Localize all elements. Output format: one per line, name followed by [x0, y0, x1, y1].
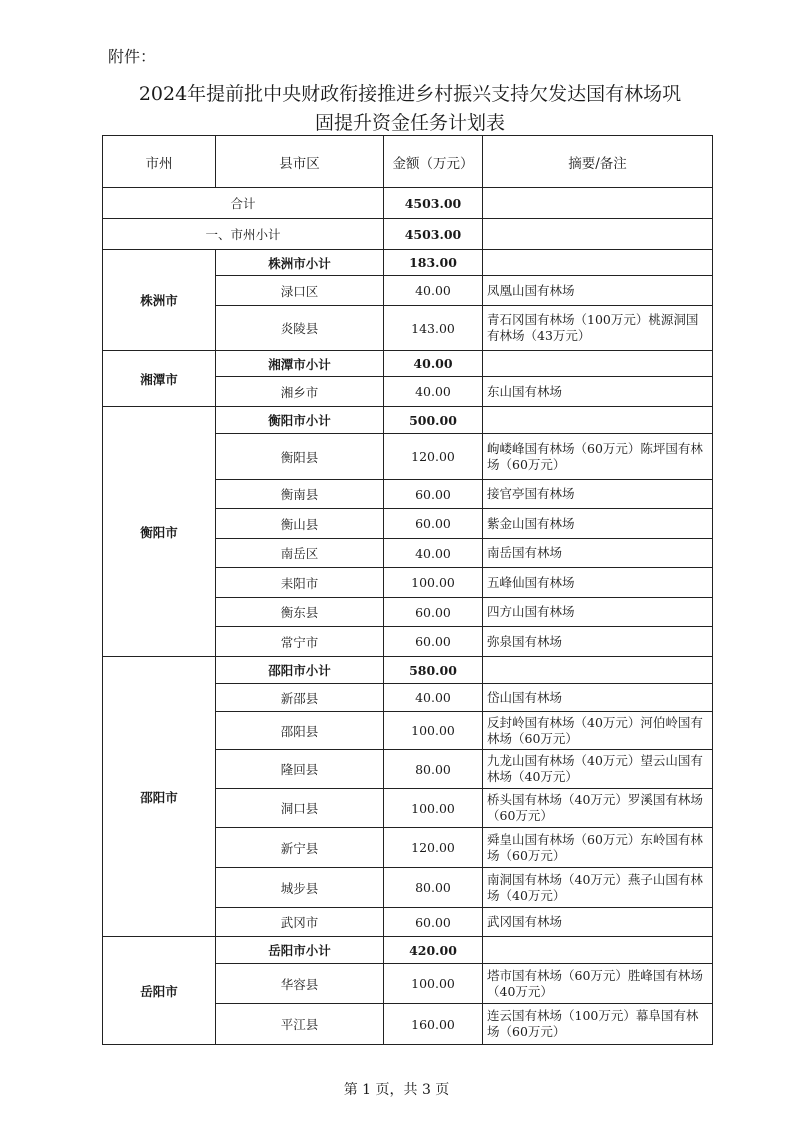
- title-line-2: 固提升资金任务计划表: [314, 112, 505, 134]
- county-name: 渌口区: [216, 276, 384, 306]
- city-subtotal-note: [483, 937, 713, 964]
- city-subtotal-row: [103, 351, 713, 377]
- county-name: 新宁县: [216, 828, 384, 868]
- city-subtotal-label: 衡阳市小计: [216, 407, 384, 434]
- city-subtotal-row: [103, 407, 713, 434]
- subtotal-all-note: [483, 219, 713, 250]
- county-note: 青石冈国有林场（100万元）桃源洞国有林场（43万元）: [483, 306, 713, 351]
- county-note: 四方山国有林场: [483, 598, 713, 627]
- county-note: 九龙山国有林场（40万元）望云山国有林场（40万元）: [483, 750, 713, 789]
- county-amount: 120.00: [384, 828, 483, 868]
- table-body: [103, 188, 713, 1045]
- county-name: 常宁市: [216, 627, 384, 657]
- county-name: 衡东县: [216, 598, 384, 627]
- county-note: 武冈国有林场: [483, 908, 713, 937]
- total-note: [483, 188, 713, 219]
- city-subtotal-row: [103, 657, 713, 684]
- city-subtotal-row: [103, 250, 713, 276]
- county-note: 桥头国有林场（40万元）罗溪国有林场（60万元）: [483, 789, 713, 828]
- city-name: 衡阳市: [103, 407, 216, 657]
- county-amount: 40.00: [384, 377, 483, 407]
- header-note: 摘要/备注: [483, 136, 713, 188]
- county-name: 耒阳市: [216, 568, 384, 598]
- city-subtotal-note: [483, 250, 713, 276]
- county-name: 南岳区: [216, 539, 384, 568]
- county-note: 塔市国有林场（60万元）胜峰国有林场（40万元）: [483, 964, 713, 1004]
- county-amount: 160.00: [384, 1004, 483, 1045]
- city-name: 湘潭市: [103, 351, 216, 407]
- total-amount: 4503.00: [384, 188, 483, 219]
- county-note: 南岳国有林场: [483, 539, 713, 568]
- subtotal-all-amount: 4503.00: [384, 219, 483, 250]
- county-amount: 100.00: [384, 712, 483, 750]
- county-note: 五峰仙国有林场: [483, 568, 713, 598]
- funding-plan-table: [102, 135, 713, 1045]
- county-note: 反封岭国有林场（40万元）河伯岭国有林场（60万元）: [483, 712, 713, 750]
- header-row: [103, 136, 713, 188]
- city-subtotal-amount: 500.00: [384, 407, 483, 434]
- page-footer: 第 1 页，共 3 页: [343, 1082, 450, 1098]
- county-amount: 120.00: [384, 434, 483, 480]
- total-label: 合计: [103, 188, 384, 219]
- county-amount: 40.00: [384, 684, 483, 712]
- county-amount: 80.00: [384, 750, 483, 789]
- city-subtotal-note: [483, 407, 713, 434]
- city-subtotal-amount: 40.00: [384, 351, 483, 377]
- county-name: 衡南县: [216, 480, 384, 509]
- county-name: 武冈市: [216, 908, 384, 937]
- city-subtotal-amount: 420.00: [384, 937, 483, 964]
- county-name: 华容县: [216, 964, 384, 1004]
- county-amount: 60.00: [384, 627, 483, 657]
- county-name: 城步县: [216, 868, 384, 908]
- city-subtotal-amount: 183.00: [384, 250, 483, 276]
- county-amount: 100.00: [384, 568, 483, 598]
- county-note: 弥泉国有林场: [483, 627, 713, 657]
- county-amount: 40.00: [384, 539, 483, 568]
- city-subtotal-note: [483, 351, 713, 377]
- county-name: 邵阳县: [216, 712, 384, 750]
- county-name: 衡阳县: [216, 434, 384, 480]
- total-row: [103, 188, 713, 219]
- county-name: 洞口县: [216, 789, 384, 828]
- city-name: 邵阳市: [103, 657, 216, 937]
- header-county: 县市区: [216, 136, 384, 188]
- title-line-1: 2024年提前批中央财政衔接推进乡村振兴支持欠发达国有林场巩: [138, 83, 682, 105]
- county-note: 紫金山国有林场: [483, 509, 713, 539]
- header-amount: 金额（万元）: [384, 136, 483, 188]
- county-name: 平江县: [216, 1004, 384, 1045]
- city-subtotal-label: 湘潭市小计: [216, 351, 384, 377]
- county-note: 凤凰山国有林场: [483, 276, 713, 306]
- county-name: 衡山县: [216, 509, 384, 539]
- county-name: 隆回县: [216, 750, 384, 789]
- page-title: [60, 80, 760, 138]
- county-note: 东山国有林场: [483, 377, 713, 407]
- county-name: 新邵县: [216, 684, 384, 712]
- city-subtotal-note: [483, 657, 713, 684]
- county-amount: 100.00: [384, 964, 483, 1004]
- city-subtotal-label: 株洲市小计: [216, 250, 384, 276]
- county-name: 湘乡市: [216, 377, 384, 407]
- county-note: 接官亭国有林场: [483, 480, 713, 509]
- subtotal-all-label: 一、市州小计: [103, 219, 384, 250]
- city-subtotal-label: 岳阳市小计: [216, 937, 384, 964]
- city-subtotal-amount: 580.00: [384, 657, 483, 684]
- county-amount: 40.00: [384, 276, 483, 306]
- county-amount: 60.00: [384, 509, 483, 539]
- city-name: 株洲市: [103, 250, 216, 351]
- city-subtotal-label: 邵阳市小计: [216, 657, 384, 684]
- city-name: 岳阳市: [103, 937, 216, 1045]
- county-note: 舜皇山国有林场（60万元）东岭国有林场（60万元）: [483, 828, 713, 868]
- county-amount: 100.00: [384, 789, 483, 828]
- county-note: 南洞国有林场（40万元）燕子山国有林场（40万元）: [483, 868, 713, 908]
- header-city: 市州: [103, 136, 216, 188]
- county-note: 连云国有林场（100万元）幕阜国有林场（60万元）: [483, 1004, 713, 1045]
- county-note: 岣嵝峰国有林场（60万元）陈坪国有林场（60万元）: [483, 434, 713, 480]
- county-note: 岱山国有林场: [483, 684, 713, 712]
- city-subtotal-row: [103, 937, 713, 964]
- county-amount: 60.00: [384, 480, 483, 509]
- subtotal-all-row: [103, 219, 713, 250]
- county-amount: 60.00: [384, 598, 483, 627]
- county-amount: 80.00: [384, 868, 483, 908]
- county-name: 炎陵县: [216, 306, 384, 351]
- attachment-label: 附件：: [108, 47, 157, 66]
- county-amount: 60.00: [384, 908, 483, 937]
- county-amount: 143.00: [384, 306, 483, 351]
